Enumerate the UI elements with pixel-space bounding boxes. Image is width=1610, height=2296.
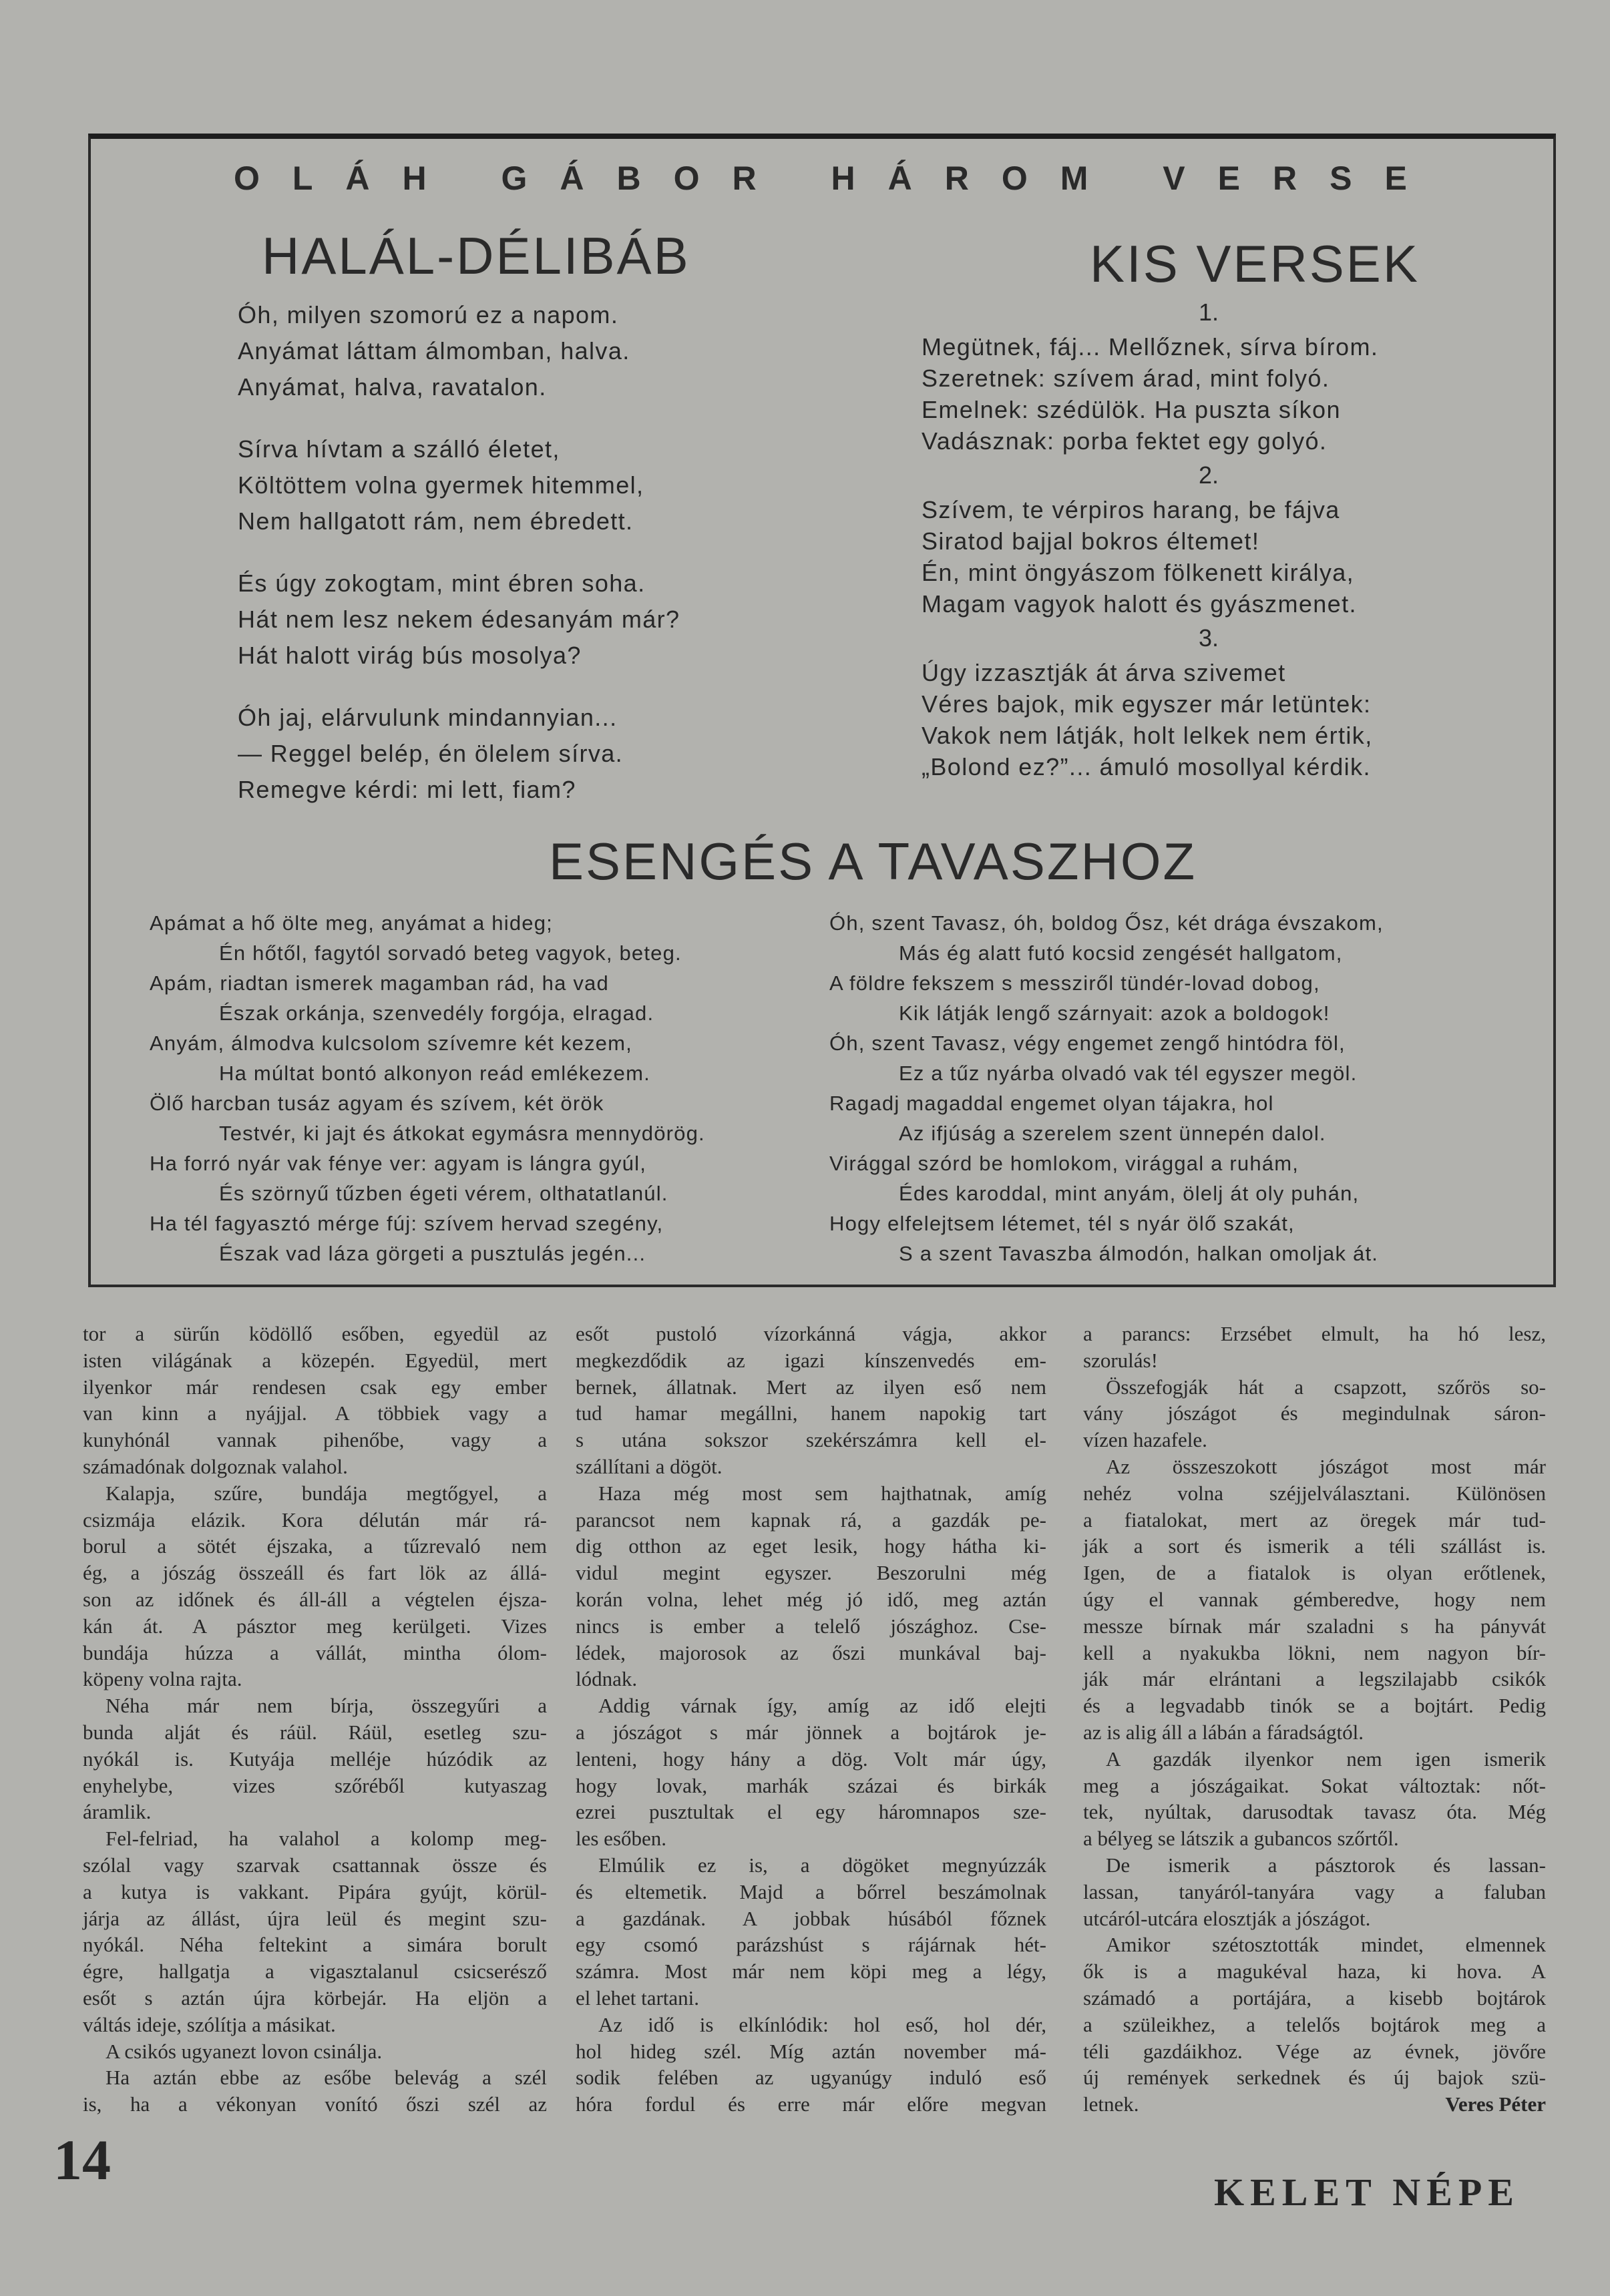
- article-line: egy csomó parázshúst s rájárnak hét-: [576, 1933, 1046, 1957]
- article-line: kán át. A pásztor meg kerülgeti. Vizes: [83, 1614, 547, 1638]
- poem-line: Anyámat láttam álmomban, halva.: [238, 337, 630, 365]
- article-line: isten világának a közepén. Egyedül, mert: [83, 1348, 547, 1372]
- poem-title-halal-delibab: HALÁL-DÉLIBÁB: [262, 226, 690, 285]
- poem-line: Hát nem lesz nekem édesanyám már?: [238, 606, 680, 633]
- article-line: esőt s aztán újra körbejár. Ha eljön a: [83, 1986, 547, 2010]
- article-column-3: [1083, 1321, 1546, 2118]
- article-line: úgy el vannak gémberedve, hogy nem: [1083, 1587, 1546, 1611]
- poem-line: Remegve kérdi: mi lett, fiam?: [238, 776, 576, 803]
- article-line: hol hideg szél. Míg aztán november má-: [576, 2039, 1046, 2063]
- poem-line: Anyám, álmodva kulcsolom szívemre két kezem,: [150, 1031, 632, 1055]
- article-line: szállítani a dögöt.: [576, 1454, 723, 1478]
- article-line: lassan, tanyáról-tanyára vagy a faluban: [1083, 1879, 1546, 1903]
- article-line: meg a jószágaikat. Sokat változtak: nőt-: [1083, 1773, 1546, 1797]
- poem-line: Óh, szent Tavasz, végy engemet zengő hintódra föl,: [829, 1031, 1346, 1055]
- article-line: lódnak.: [576, 1667, 638, 1691]
- article-line: is, ha a vékonyan vonító őszi szél az: [83, 2092, 547, 2116]
- article-line: les esőben.: [576, 1827, 667, 1851]
- article-line: lenteni, hogy hány a dög. Volt már úgy,: [576, 1747, 1046, 1771]
- article-line: téli gazdáikhoz. Vége az évnek, jövőre: [1083, 2039, 1546, 2063]
- poem-line: Óh, szent Tavasz, óh, boldog Ősz, két drága évszakom,: [829, 911, 1384, 935]
- poem-line: Szívem, te vérpiros harang, be fájva: [922, 496, 1340, 523]
- article-line: tek, nyúltak, darusodtak tavasz óta. Még: [1083, 1800, 1546, 1824]
- article-line: ják már elrántani a legszilajabb csikók: [1083, 1667, 1546, 1691]
- article-line: ég, a jószág összeáll és fart lök az állá-: [83, 1561, 547, 1585]
- article-line: égre, hallgatja a vigasztalanul csicserésző: [83, 1960, 547, 1984]
- article-line: messze bírnak már szaladni s ha pányvát: [1083, 1614, 1546, 1638]
- article-line: borul a sötét éjszaka, a tűzrevaló nem: [83, 1534, 547, 1558]
- article-line: áramlik.: [83, 1800, 152, 1824]
- article-line: a parancs: Erzsébet elmult, ha hó lesz,: [1083, 1322, 1546, 1345]
- article-line: nyókál is. Kutyája melléje húzódik az: [83, 1747, 547, 1771]
- article-line: Addig várnak így, amíg az idő elejti: [598, 1694, 1046, 1718]
- stanza: [238, 431, 680, 539]
- stanza: [238, 700, 680, 808]
- section-title: OLÁH GÁBOR HÁROM VERSE: [234, 160, 1440, 197]
- article-line: és a legvadabb tinók se a bojtárt. Pedig: [1083, 1694, 1546, 1718]
- poem-line: Ölő harcban tusáz agyam és szívem, két örök: [150, 1092, 604, 1115]
- poem-title-esenges: ESENGÉS A TAVASZHOZ: [549, 832, 1197, 891]
- article-line: ilyenkor már rendesen csak egy ember: [83, 1375, 547, 1399]
- article-line: ezrei pusztultak el egy háromnapos sze-: [576, 1800, 1046, 1824]
- poem-line: A földre fekszem s messziről tündér-lovad dobog,: [829, 971, 1320, 995]
- poem-line: Észak orkánja, szenvedély forgója, elragad.: [219, 1001, 654, 1025]
- article-line: el lehet tartani.: [576, 1986, 700, 2010]
- article-line: új remények serkednek és új bajok szü-: [1083, 2066, 1546, 2090]
- article-line: szólal vagy szarvak csattannak össze és: [83, 1853, 547, 1877]
- poem-line: Hogy elfelejtsem létemet, tél s nyár ölő szakát,: [829, 1212, 1295, 1235]
- article-line: A csikós ugyanezt lovon csinálja.: [106, 2039, 383, 2063]
- article-line: hogy lovak, marhák százai és birkák: [576, 1773, 1046, 1797]
- article-line: nyókál. Néha feltekint a simára borult: [83, 1933, 547, 1957]
- article-line: bundája húzza a vállát, mintha ólom-: [83, 1640, 547, 1664]
- article-line: váltás ideje, szólítja a másikat.: [83, 2012, 336, 2036]
- poem-line: Apám, riadtan ismerek magamban rád, ha vad: [150, 971, 609, 995]
- article-line: Néha már nem bírja, összegyűri a: [106, 1694, 547, 1718]
- article-line: Kalapja, szűre, bundája megtőgyel, a: [106, 1481, 547, 1505]
- article-line: Amikor szétosztották mindet, elmennek: [1106, 1933, 1546, 1957]
- poem-line: Vadásznak: porba fektet egy golyó.: [922, 427, 1328, 455]
- article-line: van kinn a nyájjal. A többiek vagy a: [83, 1401, 547, 1425]
- article-line: Az összeszokott jószágot most már: [1106, 1454, 1546, 1478]
- poem-line: Úgy izzasztják át árva szivemet: [922, 659, 1286, 686]
- article-line: sodik felében az ugyanúgy induló eső: [576, 2066, 1046, 2090]
- poem-line: Az ifjúság a szerelem szent ünnepén dalol.: [899, 1122, 1326, 1145]
- poem-line: Észak vad láza görgeti a pusztulás jegén...: [219, 1242, 646, 1265]
- poem-line: Testvér, ki jajt és átkokat egymásra mennydörög.: [219, 1122, 705, 1145]
- poem-line: Szeretnek: szívem árad, mint folyó.: [922, 365, 1330, 392]
- poem-esenges-left-column: [150, 908, 705, 1269]
- poem-line: Más ég alatt futó kocsid zengését hallgatom,: [899, 941, 1343, 965]
- article-line: ők is a magukéval haza, ki hova. A: [1083, 1960, 1546, 1984]
- article-line: parancsot nem kapnak rá, a gazdák pe-: [576, 1508, 1046, 1532]
- article-line: a gazdának. A jobbak húsából főznek: [576, 1906, 1046, 1930]
- stanza: [238, 565, 680, 674]
- article-line: ják a sort és ismerik a téli szállást is.: [1083, 1534, 1546, 1558]
- poem-line: Hát halott virág bús mosolya?: [238, 642, 582, 669]
- magazine-name: KELET NÉPE: [1214, 2170, 1520, 2214]
- poem-part-number: 1.: [1198, 298, 1219, 326]
- article-line: Az idő is elkínlódik: hol eső, hol dér,: [598, 2012, 1046, 2036]
- article-line: s utána sokszor szekérszámra kell el-: [576, 1428, 1046, 1452]
- poem-line: Megütnek, fáj... Mellőznek, sírva bírom.: [922, 333, 1379, 361]
- signature-line: [1083, 2091, 1546, 2118]
- article-line: enyhelybe, vizes szőréből kutyaszag: [83, 1773, 547, 1797]
- poem-line: Ha múltat bontó alkonyon reád emlékezem.: [219, 1062, 650, 1085]
- article-line: Haza még most sem hajthatnak, amíg: [598, 1481, 1046, 1505]
- poem-line: Óh, milyen szomorú ez a napom.: [238, 301, 619, 328]
- article-line: utcáról-utcára elosztják a jószágot.: [1083, 1906, 1371, 1930]
- article-line: nincs is ember a telelő jószághoz. Cse-: [576, 1614, 1046, 1638]
- poem-line: Vakok nem látják, holt lelkek nem értik,: [922, 722, 1373, 749]
- poem-line: S a szent Tavaszba álmodón, halkan omoljak át.: [899, 1242, 1379, 1265]
- article-line: dig otthon az eget lesik, hogy hátha ki-: [576, 1534, 1046, 1558]
- poem-line: Ha tél fagyasztó mérge fúj: szívem hervad szegény,: [150, 1212, 664, 1235]
- article-line: Igen, de a fiatalok is olyan erőtlenek,: [1083, 1561, 1546, 1585]
- poem-line: Kik látják lengő szárnyait: azok a boldogok!: [899, 1001, 1330, 1025]
- article-line: és eltemetik. Majd a bőrrel beszámolnak: [576, 1879, 1046, 1903]
- poem-line: Virággal szórd be homlokom, virággal a ruhám,: [829, 1152, 1299, 1175]
- article-column-1: [83, 1321, 547, 2118]
- poem-line: Óh jaj, elárvulunk mindannyian...: [238, 704, 618, 731]
- poem-line: Sírva hívtam a szálló életet,: [238, 435, 560, 463]
- article-line: vidul megint egyszer. Beszorulni még: [576, 1561, 1046, 1585]
- article-line: számadónak dolgoznak valahol.: [83, 1454, 348, 1478]
- article-line: megkezdődik az igazi kínszenvedés em-: [576, 1348, 1046, 1372]
- article-line: Összefogják hát a csapzott, szőrös so-: [1106, 1375, 1546, 1399]
- article-line: tor a sürűn ködöllő esőben, egyedül az: [83, 1322, 547, 1345]
- article-line: Ha aztán ebbe az esőbe belevág a szél: [106, 2066, 547, 2090]
- article-line: a szüleikhez, a telelős bojtárok meg a: [1083, 2012, 1546, 2036]
- author-signature: Veres Péter: [1445, 2092, 1546, 2116]
- poem-line: És úgy zokogtam, mint ébren soha.: [238, 569, 646, 597]
- poem-line: Nem hallgatott rám, nem ébredett.: [238, 507, 634, 535]
- poem-part-number: 3.: [1198, 624, 1219, 652]
- poem-kis-versek: [922, 294, 1496, 782]
- article-line: lédek, majorosok az őszi munkával baj-: [576, 1640, 1046, 1664]
- article-line: esőt pustoló vízorkánná vágja, akkor: [576, 1322, 1046, 1345]
- article-line: letnek.: [1083, 2092, 1139, 2116]
- poem-part-number: 2.: [1198, 461, 1219, 489]
- article-line: csizmája elázik. Kora délután már rá-: [83, 1508, 547, 1532]
- poem-line: — Reggel belép, én ölelem sírva.: [238, 740, 624, 767]
- poem-line: Ez a tűz nyárba olvadó vak tél egyszer megöl.: [899, 1062, 1358, 1085]
- article-line: vány jószágot és megindulnak sáron-: [1083, 1401, 1546, 1425]
- poem-line: Ha forró nyár vak fénye ver: agyam is lángra gyúl,: [150, 1152, 647, 1175]
- article-line: vízen hazafele.: [1083, 1428, 1207, 1452]
- article-line: a bélyeg se látszik a gubancos szőrtől.: [1083, 1827, 1399, 1851]
- poem-line: Véres bajok, mik egyszer már letüntek:: [922, 690, 1372, 718]
- article-line: A gazdák ilyenkor nem igen ismerik: [1106, 1747, 1546, 1771]
- poem-line: Költöttem volna gyermek hitemmel,: [238, 471, 644, 499]
- article-line: bunda alját és ráül. Ráül, esetleg szu-: [83, 1720, 547, 1744]
- article-line: a jószágot s már jönnek a bojtárok je-: [576, 1720, 1046, 1744]
- poem-esenges-right-column: [829, 908, 1384, 1269]
- article-column-2: [576, 1321, 1046, 2118]
- article-line: De ismerik a pásztorok és lassan-: [1106, 1853, 1546, 1877]
- article-line: számra. Most már nem köpi meg a légy,: [576, 1960, 1046, 1984]
- article-line: Fel-felriad, ha valahol a kolomp meg-: [106, 1827, 547, 1851]
- article-line: járja az állást, újra leül és megint szu-: [83, 1906, 547, 1930]
- poem-line: Emelnek: szédülök. Ha puszta síkon: [922, 396, 1341, 423]
- article-line: az is alig áll a lábán a fáradságtól.: [1083, 1720, 1364, 1744]
- poem-line: Apámat a hő ölte meg, anyámat a hideg;: [150, 911, 553, 935]
- poem-halal-delibab: [238, 297, 680, 834]
- poem-line: Én hőtől, fagytól sorvadó beteg vagyok, beteg.: [219, 941, 682, 965]
- article-line: bernek, állatnak. Mert az ilyen eső nem: [576, 1375, 1046, 1399]
- page-number: 14: [53, 2128, 111, 2192]
- stanza: [238, 297, 680, 405]
- poem-line: Siratod bajjal bokros éltemet!: [922, 527, 1260, 555]
- poem-line: Édes karoddal, mint anyám, ölelj át oly puhán,: [899, 1182, 1360, 1205]
- article-line: kell a nyakukba lökni, nem nagyon bír-: [1083, 1640, 1546, 1664]
- poem-title-kis-versek: KIS VERSEK: [1090, 234, 1420, 293]
- article-line: számadó a portájára, a kisebb bojtárok: [1083, 1986, 1546, 2010]
- article-line: Elmúlik ez is, a dögöket megnyúzzák: [598, 1853, 1046, 1877]
- article-line: tud hamar megállni, hanem napokig tart: [576, 1401, 1046, 1425]
- poem-line: Ragadj magaddal engemet olyan tájakra, hol: [829, 1092, 1274, 1115]
- article-line: korán volna, lehet még jó idő, meg aztán: [576, 1587, 1046, 1611]
- poem-line: Anyámat, halva, ravatalon.: [238, 373, 547, 401]
- poem-line: Magam vagyok halott és gyászmenet.: [922, 590, 1357, 618]
- article-line: köpeny volna rajta.: [83, 1667, 242, 1691]
- article-line: hóra fordul és erre már előre megvan: [576, 2092, 1046, 2116]
- article-line: szorulás!: [1083, 1348, 1158, 1372]
- article-line: kunyhónál vannak pihenőbe, vagy a: [83, 1428, 547, 1452]
- article-line: nehéz volna széjjelválasztani. Különösen: [1083, 1481, 1546, 1505]
- poem-line: „Bolond ez?”... ámuló mosollyal kérdik.: [922, 753, 1371, 780]
- article-line: a kutya is vakkant. Pipára gyújt, körül-: [83, 1879, 547, 1903]
- article-line: son az időnek és áll-áll a végtelen éjsza-: [83, 1587, 547, 1611]
- article-line: a fiatalokat, mert az öregek már tud-: [1083, 1508, 1546, 1532]
- poem-line: Én, mint öngyászom fölkenett királya,: [922, 559, 1355, 586]
- poem-line: És szörnyű tűzben égeti vérem, olthatatlanúl.: [219, 1182, 668, 1205]
